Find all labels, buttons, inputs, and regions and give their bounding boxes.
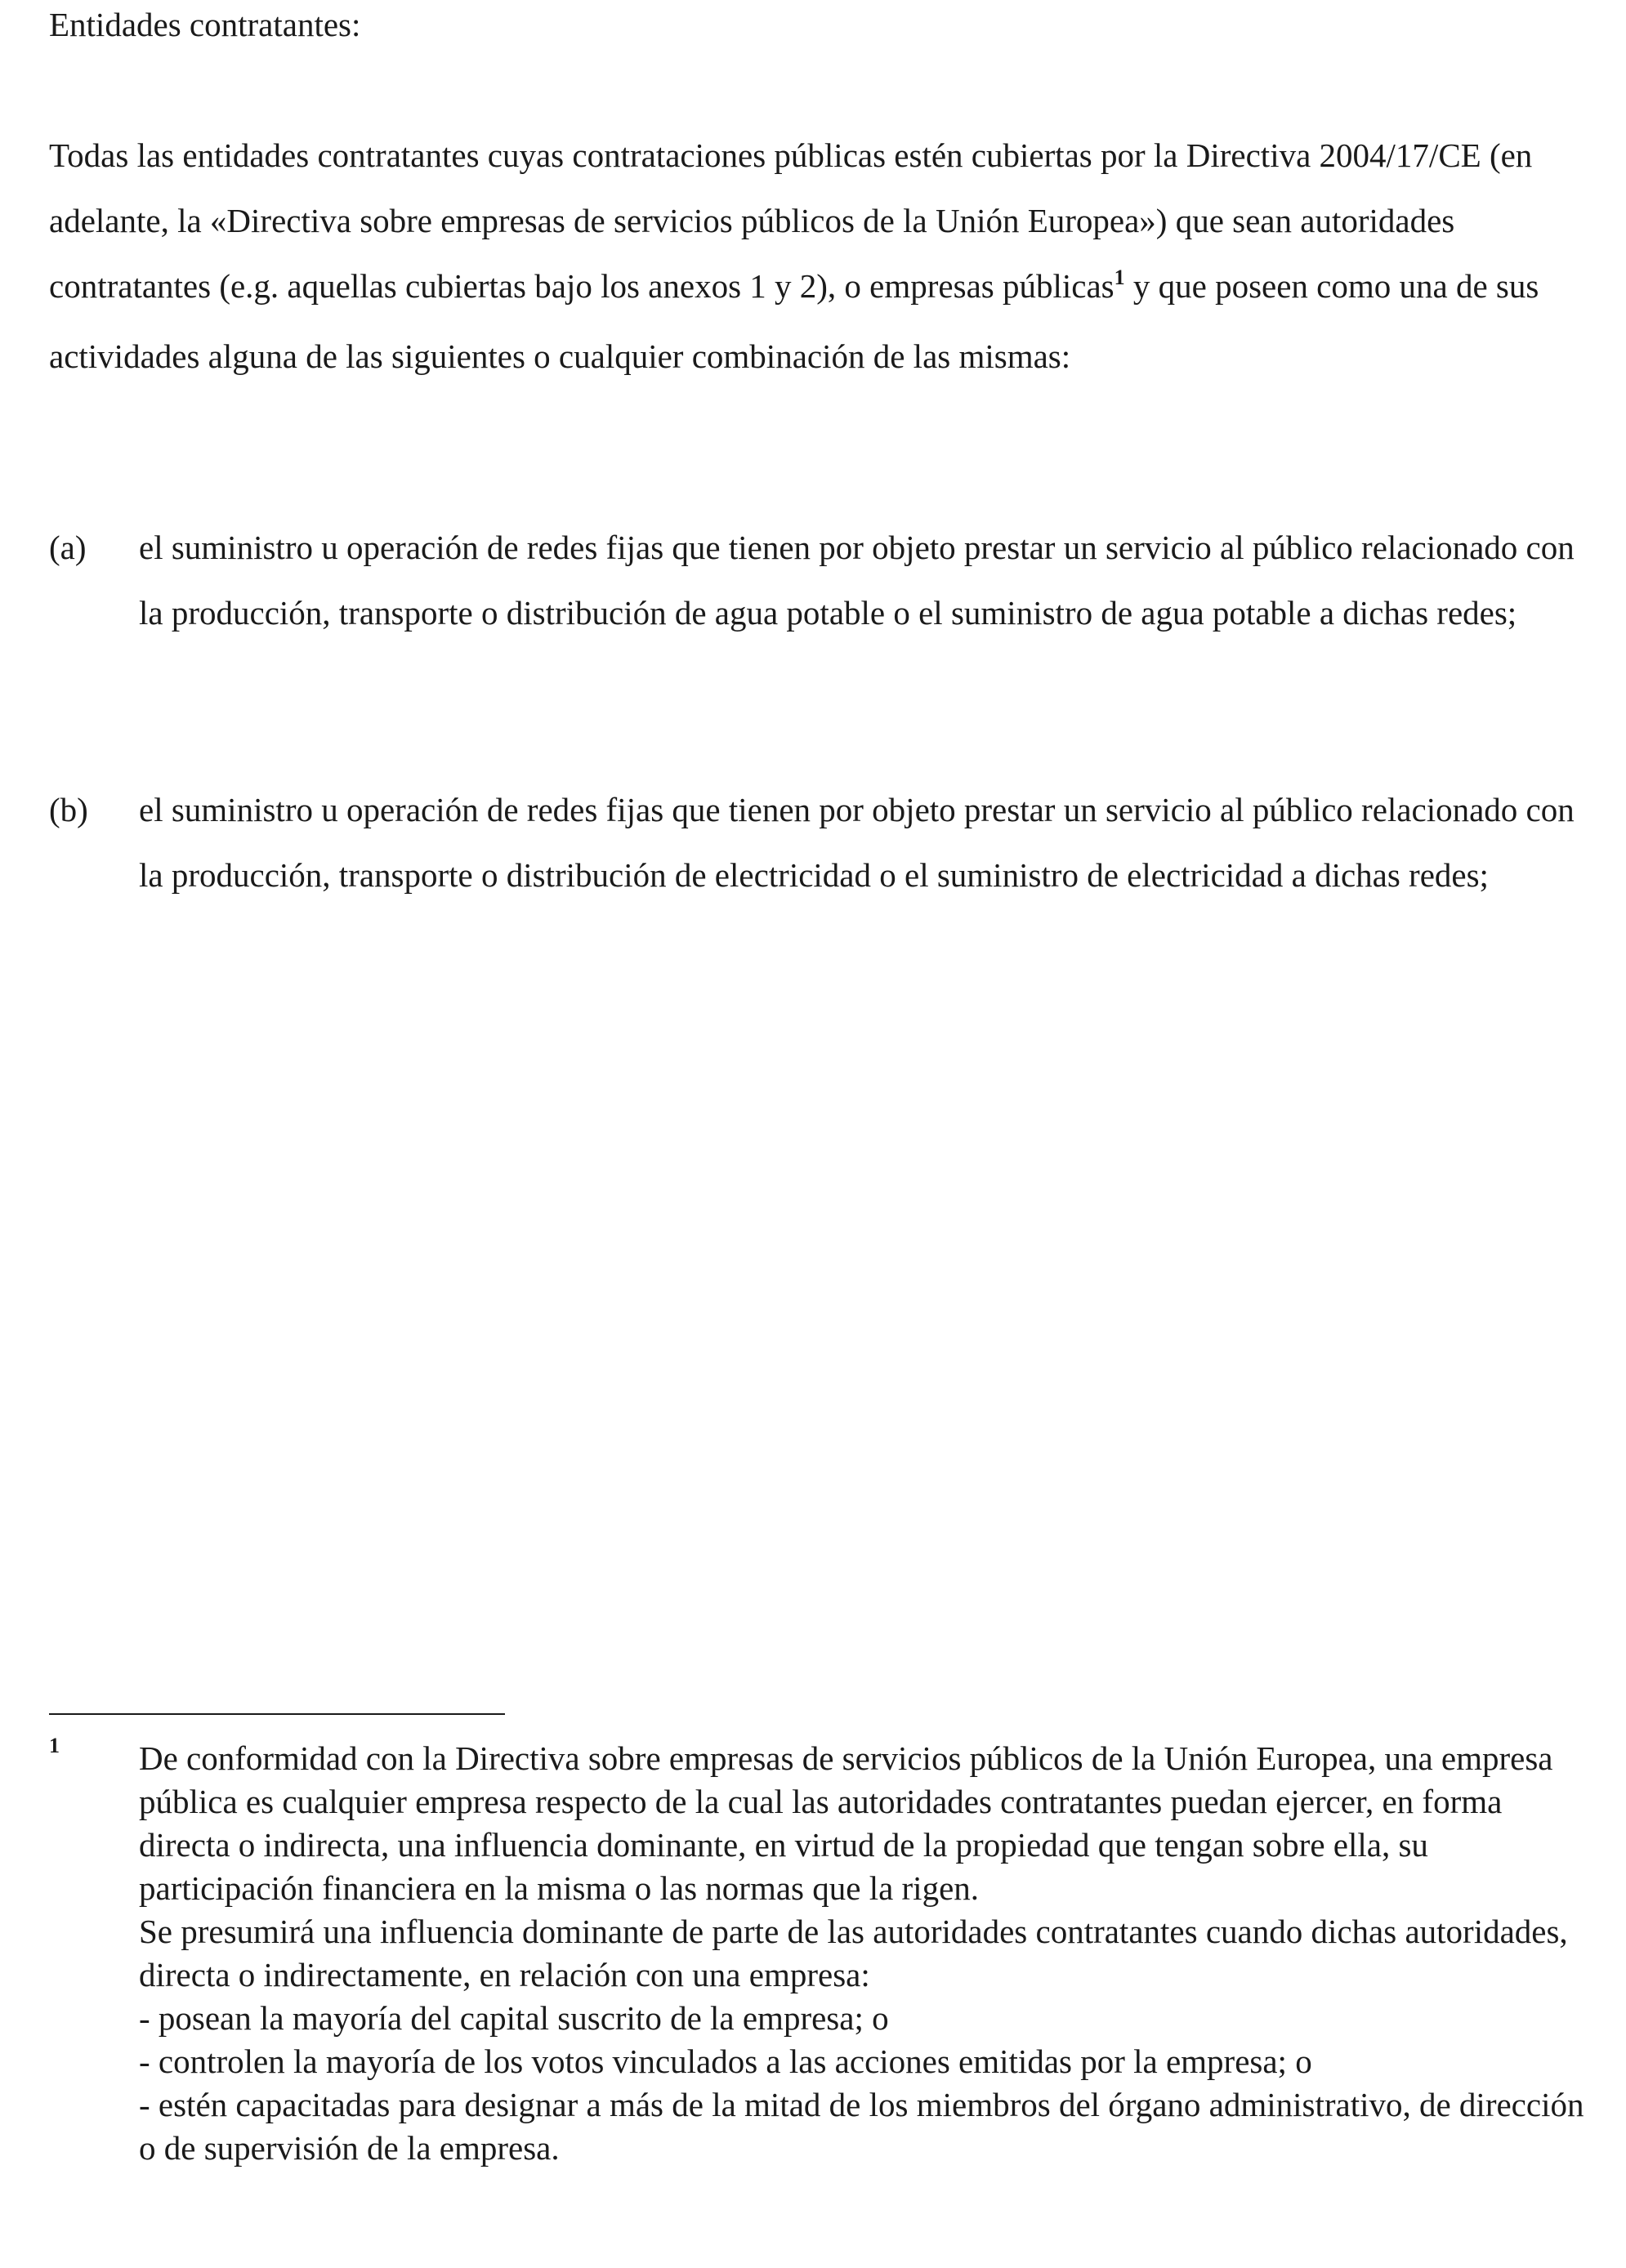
footnote-paragraph-1: De conformidad con la Directiva sobre empresas de servicios públicos de la Unión Europea, una empresa pública es cualquier empresa respecto de la cual las autoridades contratantes puedan ejercer, en forma directa o indirecta, una influencia dominante, en virtud de la propiedad que tengan sobre ella, su participación financiera en la misma o las normas que la rigen. bbox=[139, 1739, 1553, 1907]
intro-text-after-ref: y que poseen como una de sus actividades alguna de las siguientes o cualquier combinación de las mismas: bbox=[49, 267, 1539, 375]
list-item-label: (a) bbox=[49, 529, 87, 566]
footnote-paragraph-2: Se presumirá una influencia dominante de parte de las autoridades contratantes cuando dichas autoridades, directa o indirectamente, en relación con una empresa: bbox=[139, 1913, 1568, 1993]
footnote-separator bbox=[49, 1713, 505, 1715]
section-heading: Entidades contratantes: bbox=[49, 6, 361, 43]
footnote-bullet: - posean la mayoría del capital suscrito de la empresa; o bbox=[139, 1999, 889, 2037]
list-item-b bbox=[49, 777, 1585, 908]
intro-paragraph bbox=[49, 123, 1585, 389]
list-item-text: el suministro u operación de redes fijas que tienen por objeto prestar un servicio al público relacionado con la producción, transporte o distribución de electricidad o el suministro de electricidad a dichas redes; bbox=[139, 791, 1575, 894]
footnote-reference: 1 bbox=[1114, 266, 1125, 289]
footnote-bullet: - estén capacitadas para designar a más de la mitad de los miembros del órgano administrativo, de dirección o de supervisión de la empresa. bbox=[139, 2086, 1584, 2167]
footnote-bullet: - controlen la mayoría de los votos vinculados a las acciones emitidas por la empresa; o bbox=[139, 2043, 1312, 2080]
list-item-label: (b) bbox=[49, 791, 88, 828]
footnote-body bbox=[139, 1737, 1593, 2170]
list-item-text: el suministro u operación de redes fijas que tienen por objeto prestar un servicio al público relacionado con la producción, transporte o distribución de agua potable o el suministro de agua potable a dichas redes; bbox=[139, 529, 1575, 632]
list-item-a bbox=[49, 515, 1585, 645]
intro-text-before-ref: Todas las entidades contratantes cuyas contrataciones públicas estén cubiertas por la Directiva 2004/17/CE (en adelante, la «Directiva sobre empresas de servicios públicos de la Unión Europea») que sean autoridades contratantes (e.g. aquellas cubiertas bajo los anexos 1 y 2), o empresas públicas bbox=[49, 136, 1533, 305]
footnote-mark: 1 bbox=[49, 1734, 60, 1757]
